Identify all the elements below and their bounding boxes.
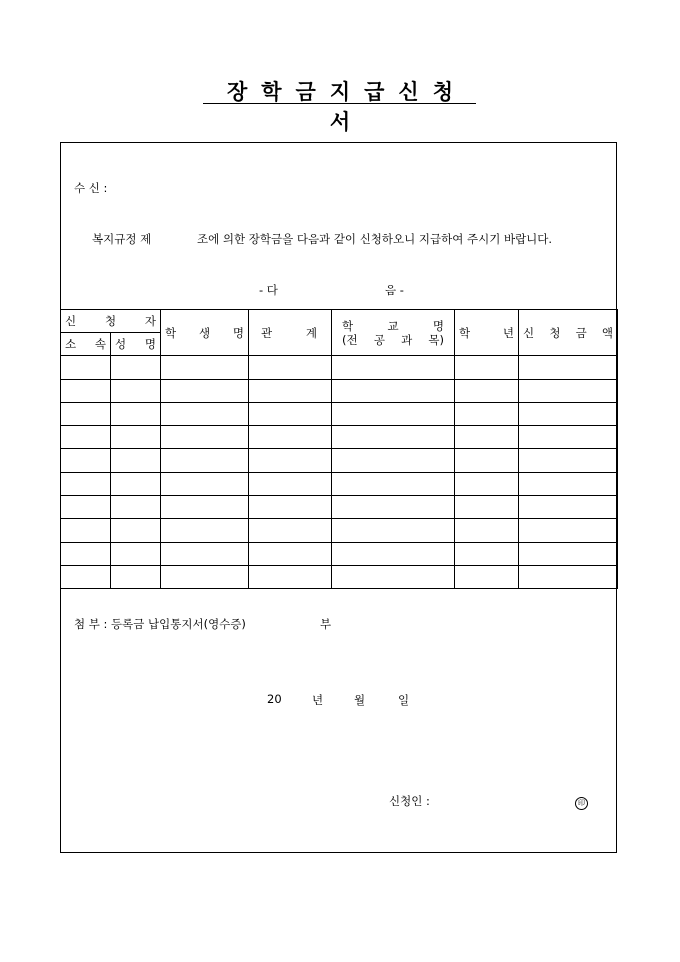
applicant-name-cell[interactable] <box>111 519 161 542</box>
affiliation-cell[interactable] <box>61 542 111 565</box>
student-name-cell[interactable] <box>161 519 249 542</box>
relation-cell[interactable] <box>249 356 332 379</box>
amount-cell[interactable] <box>519 542 618 565</box>
applicant-name-cell[interactable] <box>111 426 161 449</box>
seal-mark <box>575 794 588 810</box>
table-row <box>61 496 618 519</box>
student-name-cell[interactable] <box>161 426 249 449</box>
major-subheader: (전 공 과 목) <box>342 332 445 347</box>
attachment-label: 첨 부 : 등록금 납입통지서(영수증) <box>74 617 246 631</box>
school-name-cell[interactable] <box>332 356 455 379</box>
relation-cell[interactable] <box>249 519 332 542</box>
school-name-cell[interactable] <box>332 542 455 565</box>
school-name-cell[interactable] <box>332 402 455 425</box>
document-title: 장학금지급신청서 <box>226 80 467 134</box>
grade-cell[interactable] <box>455 449 519 472</box>
grade-cell[interactable] <box>455 519 519 542</box>
table-row <box>61 565 618 588</box>
applicant-name-cell[interactable] <box>111 402 161 425</box>
grade-cell[interactable] <box>455 402 519 425</box>
table-row <box>61 402 618 425</box>
relation-header: 관 계 <box>249 310 332 356</box>
amount-cell[interactable] <box>519 449 618 472</box>
table-row <box>61 449 618 472</box>
attachment-unit: 부 <box>320 617 332 631</box>
applicant-name-cell[interactable] <box>111 356 161 379</box>
relation-cell[interactable] <box>249 472 332 495</box>
relation-cell[interactable] <box>249 402 332 425</box>
relation-cell[interactable] <box>249 496 332 519</box>
relation-cell[interactable] <box>249 565 332 588</box>
affiliation-cell[interactable] <box>61 449 111 472</box>
table-row <box>61 542 618 565</box>
relation-cell[interactable] <box>249 426 332 449</box>
affiliation-cell[interactable] <box>61 379 111 402</box>
notice-right: 음 - <box>385 283 404 297</box>
student-name-cell[interactable] <box>161 472 249 495</box>
table-row <box>61 519 618 542</box>
applicant-group-header: 신 청 자 <box>61 310 161 333</box>
school-name-cell[interactable] <box>332 449 455 472</box>
student-name-header: 학 생 명 <box>161 310 249 356</box>
amount-cell[interactable] <box>519 472 618 495</box>
school-name-cell[interactable] <box>332 472 455 495</box>
student-name-cell[interactable] <box>161 565 249 588</box>
grade-cell[interactable] <box>455 356 519 379</box>
amount-cell[interactable] <box>519 426 618 449</box>
school-name-header: 학 교 명 (전 공 과 목) <box>332 310 455 356</box>
affiliation-header: 소 속 <box>61 333 111 356</box>
applicant-name-cell[interactable] <box>111 472 161 495</box>
date-month-unit: 월 <box>354 693 366 707</box>
applicant-name-cell[interactable] <box>111 379 161 402</box>
school-name-cell[interactable] <box>332 426 455 449</box>
grade-cell[interactable] <box>455 565 519 588</box>
applicant-name-cell[interactable] <box>111 496 161 519</box>
regulation-prefix: 복지규정 제 <box>92 232 152 246</box>
date-day-unit: 일 <box>398 693 410 707</box>
affiliation-cell[interactable] <box>61 356 111 379</box>
recipient-label: 수 신 : <box>74 181 108 195</box>
relation-cell[interactable] <box>249 542 332 565</box>
date-year: 20 <box>267 692 282 706</box>
student-name-cell[interactable] <box>161 402 249 425</box>
amount-cell[interactable] <box>519 402 618 425</box>
grade-cell[interactable] <box>455 379 519 402</box>
amount-header: 신 청 금 액 <box>519 310 618 356</box>
school-name-cell[interactable] <box>332 496 455 519</box>
affiliation-cell[interactable] <box>61 472 111 495</box>
school-name-cell[interactable] <box>332 379 455 402</box>
affiliation-cell[interactable] <box>61 402 111 425</box>
date-year-unit: 년 <box>312 693 324 707</box>
student-name-cell[interactable] <box>161 542 249 565</box>
applicant-name-cell[interactable] <box>111 449 161 472</box>
affiliation-cell[interactable] <box>61 496 111 519</box>
school-name-cell[interactable] <box>332 565 455 588</box>
relation-cell[interactable] <box>249 449 332 472</box>
amount-cell[interactable] <box>519 356 618 379</box>
applicant-signature-label: 신청인 : <box>389 794 430 808</box>
request-statement: 조에 의한 장학금을 다음과 같이 신청하오니 지급하여 주시기 바랍니다. <box>197 232 553 246</box>
table-row <box>61 472 618 495</box>
student-name-cell[interactable] <box>161 449 249 472</box>
title-underline <box>203 103 476 104</box>
applicant-table <box>60 309 618 589</box>
school-name-cell[interactable] <box>332 519 455 542</box>
applicant-name-cell[interactable] <box>111 565 161 588</box>
student-name-cell[interactable] <box>161 496 249 519</box>
grade-cell[interactable] <box>455 542 519 565</box>
student-name-cell[interactable] <box>161 379 249 402</box>
grade-cell[interactable] <box>455 496 519 519</box>
seal-icon: 印 <box>575 797 588 810</box>
affiliation-cell[interactable] <box>61 426 111 449</box>
table-header-row <box>61 310 618 333</box>
grade-cell[interactable] <box>455 426 519 449</box>
amount-cell[interactable] <box>519 379 618 402</box>
table-row <box>61 356 618 379</box>
affiliation-cell[interactable] <box>61 565 111 588</box>
applicant-name-cell[interactable] <box>111 542 161 565</box>
amount-cell[interactable] <box>519 565 618 588</box>
affiliation-cell[interactable] <box>61 519 111 542</box>
amount-cell[interactable] <box>519 496 618 519</box>
amount-cell[interactable] <box>519 519 618 542</box>
relation-cell[interactable] <box>249 379 332 402</box>
table-row <box>61 379 618 402</box>
grade-header: 학 년 <box>455 310 519 356</box>
notice-left: - 다 <box>259 283 278 297</box>
grade-cell[interactable] <box>455 472 519 495</box>
table-row <box>61 426 618 449</box>
student-name-cell[interactable] <box>161 356 249 379</box>
applicant-name-header: 성 명 <box>111 333 161 356</box>
